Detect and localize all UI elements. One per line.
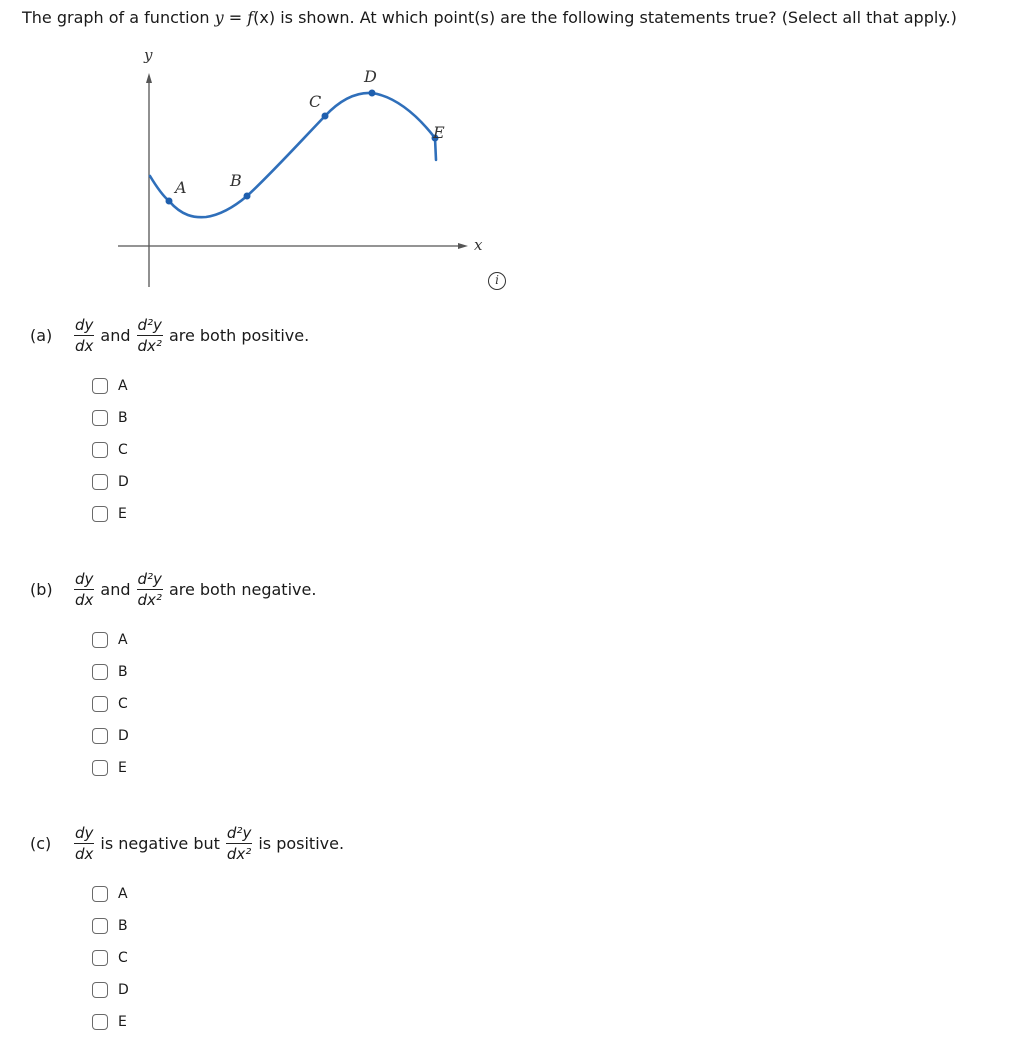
frac-num: dy: [75, 315, 94, 334]
point-d-label: D: [364, 67, 377, 86]
part-a: [30, 310, 315, 530]
option-b[interactable]: [92, 402, 315, 434]
function-curve: [150, 93, 436, 217]
function-graph: [110, 40, 490, 290]
part-c-connector: is negative but: [100, 833, 220, 853]
prompt-var-y: y: [214, 8, 224, 27]
option-e[interactable]: [92, 498, 315, 530]
frac-den: dx²: [137, 590, 162, 609]
point-d-marker: [369, 90, 376, 97]
frac-den: dx: [75, 590, 94, 609]
frac-num: d²y: [137, 315, 162, 334]
frac-num: dy: [75, 569, 94, 588]
checkbox[interactable]: [92, 886, 108, 902]
part-b-statement: [30, 564, 322, 614]
point-b-label: B: [230, 171, 242, 190]
checkbox[interactable]: [92, 1014, 108, 1030]
part-c-condition: is positive.: [258, 833, 345, 853]
checkbox[interactable]: [92, 950, 108, 966]
point-c-marker: [322, 113, 329, 120]
checkbox[interactable]: [92, 728, 108, 744]
part-c-label: (c): [30, 833, 52, 853]
x-axis-arrow-icon: [458, 243, 468, 249]
prompt-func-f: f: [247, 8, 254, 27]
part-c: [30, 818, 350, 1038]
option-label: E: [118, 760, 127, 776]
y-axis-arrow-icon: [146, 73, 152, 83]
option-label: A: [118, 886, 128, 902]
option-label: C: [118, 442, 128, 458]
option-label: B: [118, 410, 128, 426]
option-label: D: [118, 982, 129, 998]
first-derivative-fraction: [74, 570, 94, 609]
checkbox[interactable]: [92, 410, 108, 426]
part-b-connector: and: [100, 579, 131, 599]
part-b: [30, 564, 322, 784]
point-b-marker: [244, 193, 251, 200]
point-c-label: C: [309, 92, 322, 111]
option-a[interactable]: [92, 370, 315, 402]
checkbox[interactable]: [92, 696, 108, 712]
option-a[interactable]: [92, 624, 322, 656]
option-d[interactable]: [92, 466, 315, 498]
option-label: A: [118, 378, 128, 394]
option-e[interactable]: [92, 1006, 350, 1038]
option-label: A: [118, 632, 128, 648]
point-a-label: A: [175, 178, 187, 197]
option-label: D: [118, 728, 129, 744]
part-a-condition: are both positive.: [168, 325, 310, 345]
frac-num: dy: [75, 823, 94, 842]
checkbox[interactable]: [92, 506, 108, 522]
checkbox[interactable]: [92, 632, 108, 648]
prompt-text-start: The graph of a function: [22, 8, 215, 27]
prompt-arg-x: (x): [253, 8, 276, 27]
point-e-label: E: [433, 123, 445, 142]
option-label: B: [118, 918, 128, 934]
part-c-statement: [30, 818, 350, 868]
frac-num: d²y: [137, 569, 162, 588]
checkbox[interactable]: [92, 474, 108, 490]
option-label: C: [118, 950, 128, 966]
first-derivative-fraction: [74, 824, 94, 863]
question-prompt: [22, 8, 957, 27]
part-a-connector: and: [100, 325, 131, 345]
checkbox[interactable]: [92, 442, 108, 458]
y-axis-label: y: [144, 46, 153, 64]
prompt-equals: =: [223, 8, 248, 27]
second-derivative-fraction: [137, 316, 163, 355]
checkbox[interactable]: [92, 378, 108, 394]
second-derivative-fraction: [226, 824, 252, 863]
option-c[interactable]: [92, 434, 315, 466]
frac-den: dx²: [226, 844, 252, 863]
checkbox[interactable]: [92, 982, 108, 998]
option-label: E: [118, 506, 127, 522]
second-derivative-fraction: [137, 570, 163, 609]
option-b[interactable]: [92, 656, 322, 688]
frac-num: d²y: [226, 823, 252, 842]
part-b-label: (b): [30, 579, 53, 599]
option-label: E: [118, 1014, 127, 1030]
part-a-options: [92, 370, 315, 530]
point-a-marker: [166, 198, 173, 205]
option-d[interactable]: [92, 974, 350, 1006]
option-d[interactable]: [92, 720, 322, 752]
checkbox[interactable]: [92, 760, 108, 776]
option-a[interactable]: [92, 878, 350, 910]
frac-den: dx²: [137, 336, 162, 355]
option-label: D: [118, 474, 129, 490]
part-c-options: [92, 878, 350, 1038]
part-a-label: (a): [30, 325, 53, 345]
checkbox[interactable]: [92, 664, 108, 680]
option-label: B: [118, 664, 128, 680]
option-c[interactable]: [92, 688, 322, 720]
part-a-statement: [30, 310, 315, 360]
part-b-options: [92, 624, 322, 784]
option-b[interactable]: [92, 910, 350, 942]
prompt-text-end: is shown. At which point(s) are the following statements true? (Select all that apply.): [275, 8, 957, 27]
part-b-condition: are both negative.: [168, 579, 317, 599]
frac-den: dx: [75, 844, 94, 863]
option-e[interactable]: [92, 752, 322, 784]
info-icon[interactable]: i: [488, 272, 506, 290]
frac-den: dx: [75, 336, 94, 355]
option-label: C: [118, 696, 128, 712]
checkbox[interactable]: [92, 918, 108, 934]
first-derivative-fraction: [74, 316, 94, 355]
x-axis-label: x: [474, 236, 483, 254]
option-c[interactable]: [92, 942, 350, 974]
